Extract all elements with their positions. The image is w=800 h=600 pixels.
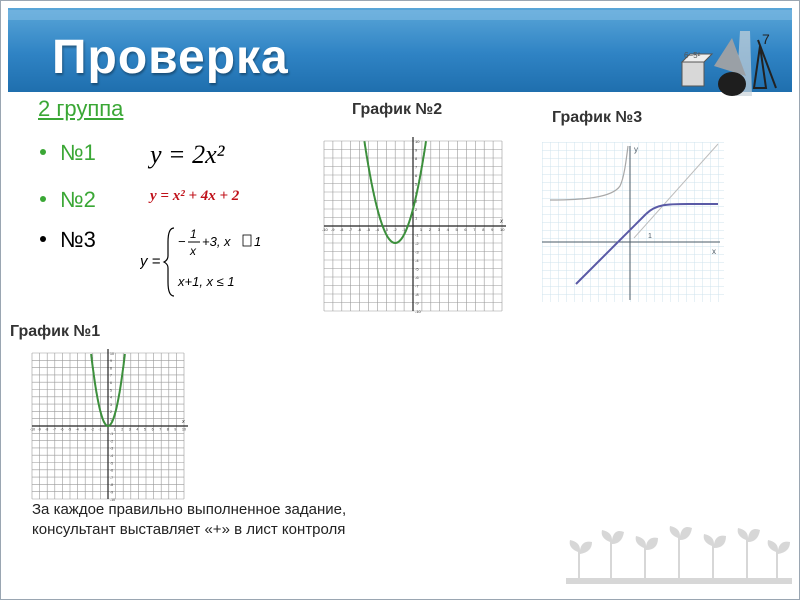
bullet-icon bbox=[40, 149, 46, 155]
graph-2-y-tick-label: -8 bbox=[415, 292, 419, 297]
geometry-logo-icon bbox=[680, 26, 790, 98]
note-line-1: За каждое правильно выполненное задание, bbox=[32, 501, 347, 518]
graph-1-x-tick-label: -2 bbox=[90, 427, 94, 432]
graph-2-y-tick-label: 9 bbox=[415, 147, 418, 153]
graph-2-x-tick-label: -2 bbox=[393, 227, 397, 232]
graph-1-x-tick-label: -9 bbox=[37, 427, 41, 432]
graph-1-x-tick-label: -6 bbox=[60, 427, 64, 432]
slide-title: Проверка bbox=[52, 31, 289, 84]
graph-1-x-tick-label: -5 bbox=[68, 427, 72, 432]
graph-2-y-tick-label: -10 bbox=[415, 309, 421, 314]
bullet-icon bbox=[40, 196, 46, 202]
graph-1-plot bbox=[26, 347, 190, 505]
graph-2-x-tick-label: 6 bbox=[464, 227, 467, 232]
graph-1-y-tick-label: 7 bbox=[110, 373, 112, 378]
graph-2-x-tick-label: -5 bbox=[366, 227, 371, 232]
graph-1-x-tick-label: -1 bbox=[98, 427, 102, 432]
graph-2-x-tick-label: -10 bbox=[322, 227, 328, 232]
svg-text:1: 1 bbox=[648, 233, 652, 240]
graph-2-x-tick-label: -6 bbox=[357, 227, 362, 232]
svg-text:x: x bbox=[190, 244, 196, 258]
graph-1-y-tick-label: -6 bbox=[110, 468, 114, 473]
graph-2-y-tick-label: 2 bbox=[415, 207, 418, 212]
graph-1-y-tick-label: 10 bbox=[110, 351, 114, 356]
graph-2-x-tick-label: -9 bbox=[330, 227, 335, 232]
graph-2-y-tick-label: -5 bbox=[415, 266, 419, 272]
graph-2-y-tick-label: 5 bbox=[415, 181, 418, 187]
graph-2-x-tick-label: 4 bbox=[446, 227, 449, 232]
graph-2-x-tick-label: 5 bbox=[455, 227, 458, 232]
graph-2-x-tick-label: 9 bbox=[491, 227, 494, 232]
graph-1-x-tick-label: -8 bbox=[45, 427, 49, 432]
graph-1-y-tick-label: -10 bbox=[110, 497, 116, 502]
graph-1-y-tick-label: 3 bbox=[110, 402, 112, 407]
graph-2-y-tick-label: 1 bbox=[415, 215, 418, 221]
graph-2-y-tick-label: 10 bbox=[415, 139, 420, 144]
graph-1-y-tick-label: 9 bbox=[110, 359, 112, 364]
graph-1-y-tick-label: -5 bbox=[110, 461, 114, 466]
graph-1-label: График №1 bbox=[10, 323, 101, 340]
graph-1-y-tick-label: -4 bbox=[110, 453, 114, 458]
svg-text:7: 7 bbox=[762, 31, 770, 47]
graph-1-x-tick-label: -3 bbox=[83, 427, 87, 432]
graph-1-y-tick-label: 8 bbox=[110, 366, 112, 371]
graph-1-x-tick-label: 7 bbox=[159, 427, 162, 432]
graph-1-y-tick-label: 5 bbox=[110, 388, 112, 393]
graph-1-y-tick-label: 2 bbox=[110, 410, 112, 415]
graph-1-y-tick-label: -7 bbox=[110, 475, 114, 480]
graph-2-y-tick-label: 6 bbox=[415, 173, 418, 178]
formula-3 bbox=[140, 222, 290, 297]
graph-2-x-tick-label: -4 bbox=[375, 227, 379, 232]
graph-1-x-tick-label: 10 bbox=[182, 427, 186, 432]
graph-1-y-tick-label: -1 bbox=[110, 432, 114, 437]
graph-1-y-tick-label: 1 bbox=[110, 417, 112, 422]
graph-1-y-tick-label: -9 bbox=[110, 490, 114, 495]
task-item-1 bbox=[40, 140, 96, 166]
task-label-1: №1 bbox=[60, 140, 96, 165]
graph-2-y-tick-label: -3 bbox=[415, 249, 419, 255]
graph-2-x-tick-label: -3 bbox=[384, 227, 388, 232]
graph-1-y-tick-label: -2 bbox=[110, 439, 114, 444]
note-line-2: консультант выставляет «+» в лист контроля bbox=[32, 521, 346, 538]
graph-2-x-tick-label: -8 bbox=[339, 227, 344, 232]
svg-text:1: 1 bbox=[190, 227, 197, 241]
graph-2-x-tick-label: -7 bbox=[348, 227, 353, 232]
graph-3-plot bbox=[542, 142, 724, 302]
svg-text:y =: y = bbox=[140, 253, 161, 270]
task-item-2 bbox=[40, 187, 96, 213]
graph-1-x-tick-label: 3 bbox=[128, 427, 131, 432]
graph-2-y-tick-label: -2 bbox=[415, 241, 419, 246]
graph-2-y-tick-label: 7 bbox=[415, 164, 418, 170]
bullet-icon bbox=[40, 236, 46, 242]
graph-2-x-tick-label: 1 bbox=[419, 227, 423, 232]
graph-2-x-tick-label: 10 bbox=[500, 227, 505, 232]
svg-text:y: y bbox=[634, 145, 638, 154]
task-label-2: №2 bbox=[60, 187, 96, 212]
graph-1-x-tick-label: 9 bbox=[174, 427, 177, 432]
plants-decoration-icon bbox=[566, 522, 792, 584]
graph-2-y-tick-label: 4 bbox=[415, 190, 418, 195]
svg-text:−: − bbox=[178, 234, 186, 249]
svg-text:6−5²: 6−5² bbox=[684, 51, 701, 60]
graph-1-y-tick-label: 6 bbox=[110, 380, 112, 385]
formula-2: y = x² + 4x + 2 bbox=[150, 188, 240, 204]
graph-2-x-axis-label: x bbox=[500, 219, 503, 225]
graph-2-x-tick-label: 3 bbox=[437, 227, 440, 232]
graph-2-y-tick-label: -6 bbox=[415, 275, 419, 280]
graph-2-y-tick-label: 3 bbox=[415, 198, 418, 204]
graph-2-label: График №2 bbox=[352, 101, 443, 118]
graph-2-y-tick-label: -4 bbox=[415, 258, 419, 263]
graph-1-x-tick-label: 8 bbox=[166, 427, 169, 432]
graph-2-x-tick-label: 8 bbox=[482, 227, 485, 232]
graph-1-x-tick-label: -7 bbox=[52, 427, 56, 432]
formula-1: y = 2x² bbox=[150, 140, 225, 169]
svg-text:x+1, x ≤ 1: x+1, x ≤ 1 bbox=[178, 274, 235, 289]
task-label-3: №3 bbox=[60, 227, 96, 252]
svg-text:x: x bbox=[712, 247, 716, 256]
graph-1-x-tick-label: -10 bbox=[30, 427, 36, 432]
graph-1-y-tick-label: -3 bbox=[110, 446, 114, 451]
graph-2-y-tick-label: -1 bbox=[415, 232, 419, 238]
graph-1-y-tick-label: -8 bbox=[110, 483, 114, 488]
graph-3-label: График №3 bbox=[552, 109, 643, 126]
graph-1-x-tick-label: 6 bbox=[151, 427, 154, 432]
graph-1-x-axis-label: x bbox=[182, 419, 185, 425]
graph-1-x-tick-label: -4 bbox=[75, 427, 79, 432]
graph-1-y-tick-label: 4 bbox=[110, 395, 112, 400]
graph-2-y-tick-label: -7 bbox=[415, 283, 419, 289]
graph-1-x-tick-label: 2 bbox=[121, 427, 124, 432]
graph-1-x-tick-label: 4 bbox=[136, 427, 139, 432]
svg-text:+3, x: +3, x bbox=[202, 234, 231, 249]
graph-1-x-tick-label: 1 bbox=[113, 427, 116, 432]
graph-2-x-tick-label: 7 bbox=[473, 227, 476, 232]
svg-text:1: 1 bbox=[254, 234, 262, 249]
group-title: 2 группа bbox=[38, 96, 124, 121]
graph-2-x-tick-label: 2 bbox=[428, 227, 432, 232]
graph-2-plot bbox=[318, 135, 508, 317]
header-stripe bbox=[8, 10, 792, 20]
task-item-3 bbox=[40, 227, 96, 253]
graph-2-y-tick-label: -9 bbox=[415, 300, 419, 306]
graph-1-x-tick-label: 5 bbox=[144, 427, 146, 432]
graph-2-y-tick-label: 8 bbox=[415, 156, 418, 161]
graph-2-x-tick-label: -1 bbox=[402, 227, 406, 232]
